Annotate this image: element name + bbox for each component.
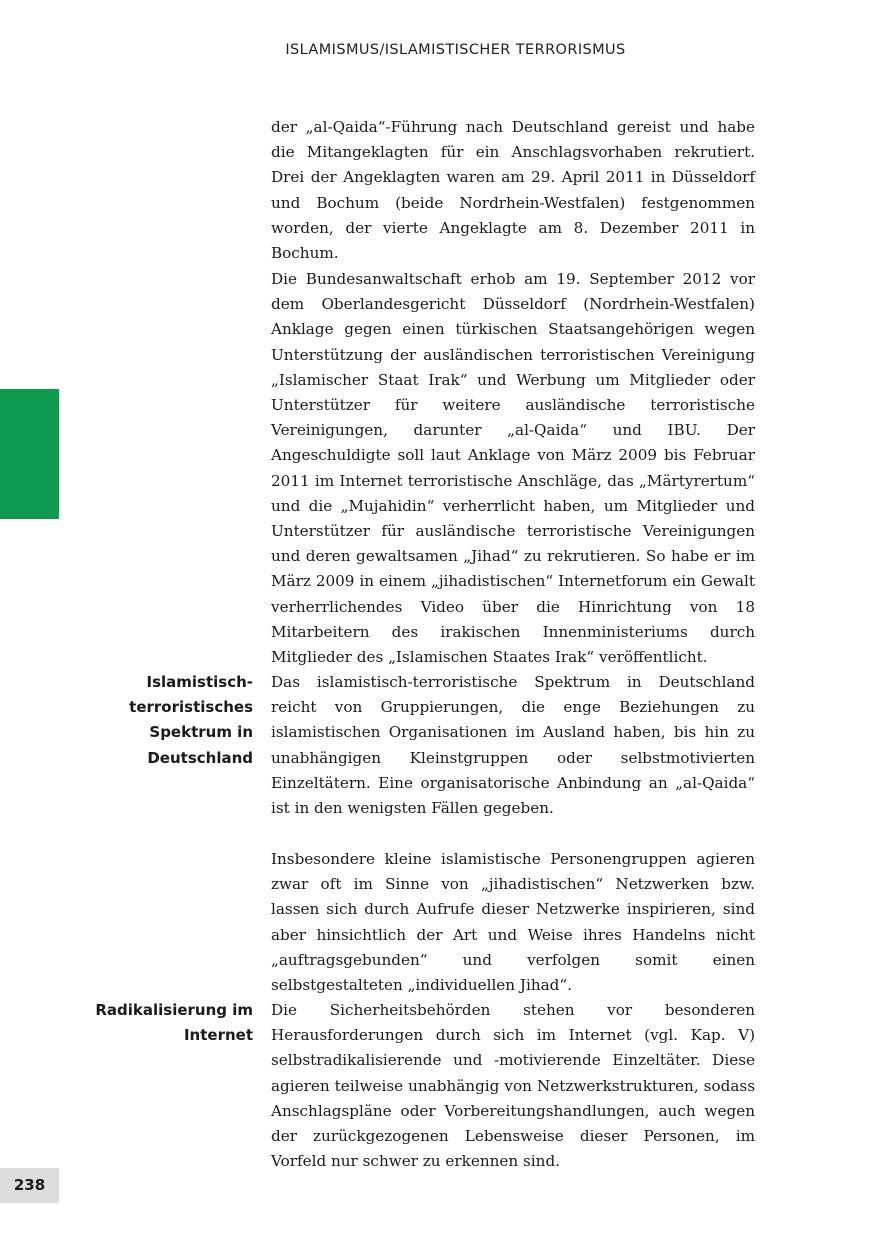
paragraph-5: Die Sicherheitsbehörden stehen vor besonderen Herausforderungen durch sich im Internet (vgl. Kap. V) selbstradikalisierende und -motivierende Einzeltäter. Diese agieren teilweise unabhängig von Netzwerkstrukturen, sodass Anschlagspläne oder Vorbereitungshandlungen, auch wegen der zurückgezogenen Lebensweise dieser Personen, im Vorfeld nur schwer zu erkennen sind. — [271, 1001, 755, 1171]
side-heading-line: Islamistisch- — [146, 673, 253, 691]
side-heading-line: Spektrum in — [149, 723, 253, 742]
side-heading-line: terroristisches — [129, 698, 253, 717]
running-header: ISLAMISMUS/ISLAMISTISCHER TERRORISMUS — [285, 42, 626, 58]
page-number: 238 — [0, 1168, 59, 1203]
side-heading-line: Deutschland — [147, 748, 253, 767]
chapter-color-tab — [0, 389, 59, 519]
side-heading-line: Radikalisierung im — [95, 1001, 253, 1019]
side-heading-line: Internet — [183, 1026, 253, 1045]
paragraph-1: der „al-Qaida“-Führung nach Deutschland gereist und habe die Mitangeklagten für ein Anschlagsvorhaben rekrutiert. Drei der Angeklagten waren am 29. April 2011 in Düsseldorf und Bochum (beide Nordrhein-Westfalen) festgenommen worden, der vierte Angeklagte am 8. Dezember 2011 in Bochum. — [271, 118, 755, 263]
side-heading-spektrum — [83, 670, 253, 771]
paragraph-3: Das islamistisch-terroristische Spektrum in Deutschland reicht von Gruppierungen, die enge Beziehungen zu islamistischen Organisationen im Ausland haben, bis hin zu unabhängigen Kleinstgruppen oder selbstmotivierten Einzeltätern. Eine organisatorische Anbindung an „al-Qaida“ ist in den wenigsten Fällen gegeben. — [271, 673, 755, 818]
paragraph-4: Insbesondere kleine islamistische Personengruppen agieren zwar oft im Sinne von „jihadistischen“ Netzwerken bzw. lassen sich durch Aufrufe dieser Netzwerke inspirieren, sind aber hinsichtlich der Art und Weise ihres Handelns nicht „auftragsgebunden“ und verfolgen somit einen selbstgestalteten „individuellen Jihad“. — [271, 850, 755, 995]
paragraph-2: Die Bundesanwaltschaft erhob am 19. September 2012 vor dem Oberlandesgericht Düsseldorf (Nordrhein-Westfalen) Anklage gegen einen türkischen Staatsangehörigen wegen Unterstützung der ausländischen terroristischen Vereinigung „Islamischer Staat Irak“ und Werbung um Mitglieder oder Unterstützer für weitere ausländische terroristische Vereinigungen, darunter „al-Qaida“ und IBU. Der Angeschuldigte soll laut Anklage von März 2009 bis Februar 2011 im Internet terroristische Anschläge, das „Märtyrertum“ und die „Mujahidin“ verherrlicht haben, um Mitglieder und Unterstützer für ausländische terroristische Vereinigungen und deren gewaltsamen „Jihad“ zu rekrutieren. So habe er im März 2009 in einem „jihadistischen“ Internetforum ein Gewalt verherrlichendes Video über die Hinrichtung von 18 Mitarbeitern des irakischen Innenministeriums durch Mitglieder des „Islamischen Staates Irak“ veröffentlicht. — [271, 270, 755, 667]
side-heading-radikalisierung — [83, 998, 253, 1048]
